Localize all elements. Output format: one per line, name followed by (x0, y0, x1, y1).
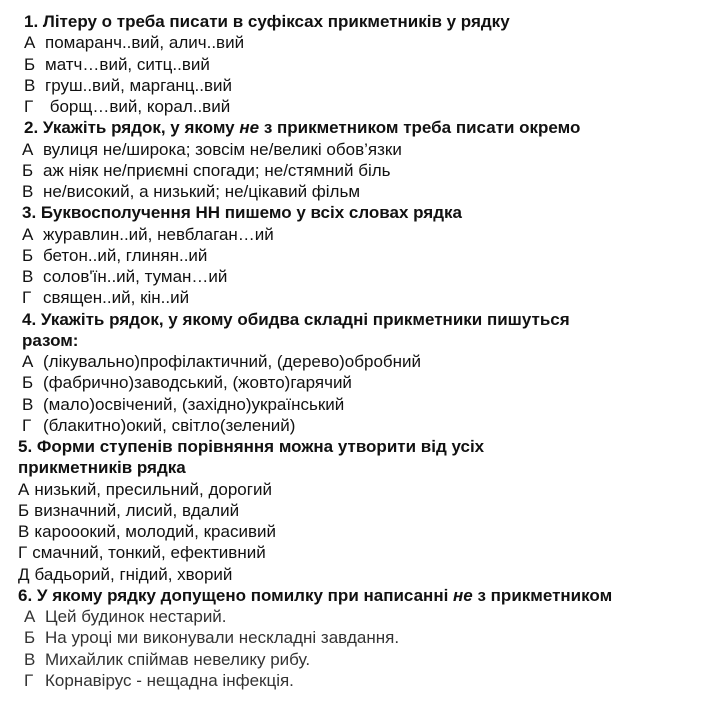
answer-option (0, 351, 707, 372)
option-text: груш..вий, марганц..вий (45, 75, 232, 95)
answer-option (0, 670, 707, 691)
option-letter: Д (18, 564, 30, 584)
answer-option (0, 564, 707, 585)
option-text: визначний, лисий, вдалий (34, 500, 240, 520)
option-letter: А (24, 33, 36, 53)
option-letter: А (18, 479, 30, 499)
option-text: карооокий, молодий, красивий (34, 522, 276, 541)
test-document (0, 11, 707, 691)
option-letter: Г (22, 415, 32, 435)
answer-option (0, 287, 707, 308)
question-title-text: 6. У якому рядку допущено помилку при написанні (18, 585, 454, 605)
answer-option (0, 96, 707, 117)
question-title (0, 202, 707, 223)
option-text: не/високий, а низький; не/цікавий фільм (43, 182, 361, 201)
answer-option (0, 181, 707, 202)
question-title-text: 4. Укажіть рядок, у якому обидва складні прикметники пишуться (22, 309, 570, 329)
question-title-text: 2. Укажіть рядок, у якому (24, 118, 240, 138)
option-text: (лікувально)профілактичний, (дерево)обробний (43, 352, 422, 371)
option-letter: Б (24, 54, 36, 74)
option-letter: В (22, 182, 34, 201)
option-text: (фабрично)заводський, (жовто)гарячий (43, 373, 352, 393)
answer-option (0, 266, 707, 287)
option-text: Корнавірус - нещадна інфекція. (45, 670, 294, 690)
question-title (0, 11, 707, 32)
question-title-text: з прикметником треба писати окремо (259, 118, 581, 138)
answer-option (0, 224, 707, 245)
question-title (0, 117, 707, 138)
option-text: бетон..ий, глинян..ий (43, 245, 208, 265)
option-text: матч…вий, ситц..вий (45, 54, 210, 74)
option-letter: Б (22, 373, 34, 393)
answer-option (0, 245, 707, 266)
answer-option (0, 627, 707, 648)
option-letter: А (22, 352, 34, 371)
option-text: (мало)освічений, (західно)український (43, 394, 345, 414)
option-letter: Г (18, 543, 28, 563)
option-letter: А (22, 139, 34, 159)
option-letter: Б (18, 500, 30, 520)
answer-option (0, 394, 707, 415)
option-letter: Б (22, 245, 34, 265)
question-title-continuation: разом: (22, 330, 79, 350)
question-title (0, 309, 707, 330)
option-text: аж ніяк не/приємні спогади; не/стямний біль (43, 160, 391, 180)
option-text: низький, пресильний, дорогий (34, 479, 272, 499)
option-letter: Г (24, 670, 34, 690)
option-text: священ..ий, кін..ий (43, 288, 190, 308)
option-letter: Г (22, 288, 32, 308)
answer-option (0, 606, 707, 627)
question-title-text: 5. Форми ступенів порівняння можна утворити від усіх (18, 437, 485, 456)
answer-option (0, 32, 707, 53)
answer-option (0, 415, 707, 436)
option-text: вулиця не/широка; зовсім не/великі обов’язки (43, 139, 402, 159)
option-letter: Б (22, 160, 34, 180)
option-letter: В (22, 267, 34, 286)
option-text: бадьорий, гнідий, хворий (34, 564, 233, 584)
option-letter: В (24, 649, 36, 669)
option-text: На уроці ми виконували нескладні завдання. (45, 628, 400, 648)
option-letter: В (24, 75, 36, 95)
answer-option (0, 139, 707, 160)
option-letter: В (18, 522, 30, 541)
answer-option (0, 372, 707, 393)
answer-option (0, 542, 707, 563)
answer-option (0, 521, 707, 542)
option-text: (блакитно)окий, світло(зелений) (43, 415, 296, 435)
option-text: Михайлик спіймав невелику рибу. (45, 649, 311, 669)
option-letter: В (22, 394, 34, 414)
question-title (0, 436, 707, 457)
option-text: борщ…вий, корал..вий (45, 97, 231, 116)
question-title-text: 1. Літеру о треба писати в суфіксах прикметників у рядку (24, 12, 510, 31)
answer-option (0, 160, 707, 181)
answer-option (0, 54, 707, 75)
option-text: помаранч..вий, алич..вий (45, 33, 245, 53)
question-title-continuation: прикметників рядка (18, 458, 186, 478)
option-letter: А (24, 607, 36, 626)
question-title-emphasis: не (453, 585, 473, 605)
question-title-text: 3. Буквосполучення НН пишемо у всіх словах рядка (22, 203, 462, 223)
question-title-emphasis: не (239, 118, 260, 138)
answer-option (0, 479, 707, 500)
answer-option (0, 500, 707, 521)
question-title (0, 585, 707, 606)
option-text: солов'їн..ий, туман…ий (43, 267, 228, 286)
option-letter: Б (24, 628, 36, 648)
option-letter: А (22, 224, 34, 244)
option-text: смачний, тонкий, ефективний (32, 543, 266, 563)
answer-option (0, 75, 707, 96)
option-letter: Г (24, 97, 34, 116)
option-text: журавлин..ий, невблаган…ий (43, 224, 274, 244)
question-title-text: з прикметником (472, 585, 613, 605)
option-text: Цей будинок нестарий. (45, 607, 227, 626)
answer-option (0, 649, 707, 670)
